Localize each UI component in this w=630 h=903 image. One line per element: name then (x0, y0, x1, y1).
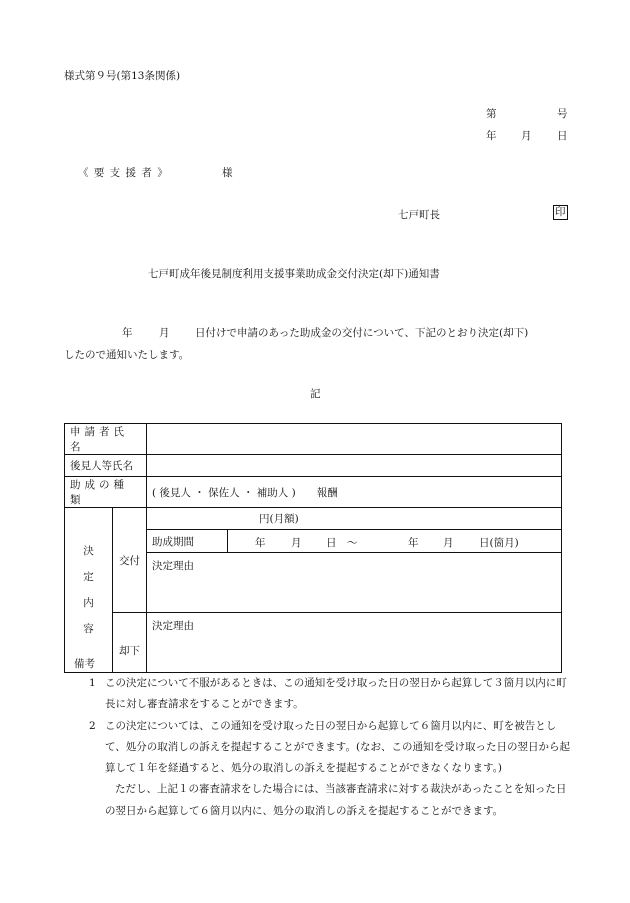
period-end-day: 日(箇月) (479, 537, 519, 549)
amount-cell: 円(月額) (147, 508, 562, 530)
notes-heading: 備考 (74, 658, 95, 670)
decision-char: 容 (83, 623, 94, 635)
recipient-name: 《 要 支 援 者 》 (78, 167, 169, 179)
grant-reason-label: 決定理由 (152, 560, 194, 572)
body-year: 年 (122, 327, 133, 339)
doc-number-prefix: 第 (486, 108, 497, 120)
application-table (64, 423, 562, 673)
date-day: 日 (557, 130, 568, 142)
decision-char: 決 (83, 545, 94, 557)
note-number: 2 (89, 719, 96, 732)
applicant-label: 申請者氏名 (65, 424, 147, 455)
decision-char: 内 (83, 597, 94, 609)
ki-label: 記 (310, 388, 321, 400)
notes-section (64, 655, 574, 822)
date-month: 月 (521, 130, 532, 142)
body-month: 月 (159, 327, 170, 339)
form-label: 様式第９号(第13条関係) (64, 70, 181, 82)
decision-char: 定 (83, 571, 94, 583)
body-text-continued: したので通知いたします。 (64, 349, 190, 361)
recipient-honorific: 様 (222, 167, 233, 179)
note-text: この決定について不服があるときは、この通知を受け取った日の翌日から起算して３箇月以内に町長に対し審査請求をすることができます。 (105, 677, 567, 711)
decision-content-label (65, 508, 113, 673)
period-start-year: 年 (255, 537, 266, 549)
note-text: この決定については、この通知を受け取った日の翌日から起算して６箇月以内に、町を被告として、処分の取消しの訴えを提起することができます。(なお、この通知を受け取った日の翌日から起算して１年を経過すると、処分の取消しの訴えを提起することができなくなります。) (105, 719, 571, 775)
period-cell (147, 530, 562, 553)
issuer-title: 七戸町長 (398, 209, 440, 221)
guardian-name-cell (147, 455, 562, 477)
support-type-value: ( 後見人 ・ 保佐人 ・ 補助人 ) 報酬 (147, 477, 562, 508)
note-item (89, 673, 574, 716)
grant-label: 交付 (113, 508, 147, 613)
reject-reason-label: 決定理由 (152, 620, 194, 632)
period-values (228, 530, 561, 552)
document-title: 七戸町成年後見制度利用支援事業助成金交付決定(却下)通知書 (148, 268, 440, 280)
body-text: 日付けで申請のあった助成金の交付について、下記のとおり決定(却下) (195, 327, 529, 339)
note-number: 1 (89, 677, 96, 689)
period-end-year: 年 (408, 537, 419, 549)
seal-mark: 印 (555, 206, 566, 218)
period-tilde: ～ (347, 537, 358, 549)
guardian-label: 後見人等氏名 (65, 455, 147, 477)
period-end-month: 月 (443, 537, 454, 549)
note-item (89, 716, 574, 780)
date-year: 年 (486, 130, 497, 142)
applicant-name-cell (147, 424, 562, 455)
support-type-label: 助成の種類 (65, 477, 147, 508)
period-start-day: 日 (326, 537, 337, 549)
note-extra: ただし、上記１の審査請求をした場合には、当該審査請求に対する裁決があったことを知った日の翌日から起算して６箇月以内に、処分の取消しの訴えを提起することができます。 (105, 783, 567, 817)
period-start-month: 月 (291, 537, 302, 549)
period-label: 助成期間 (147, 530, 228, 552)
reject-label: 却下 (113, 613, 147, 673)
doc-number-suffix: 号 (557, 108, 568, 120)
grant-reason-cell (147, 553, 562, 613)
